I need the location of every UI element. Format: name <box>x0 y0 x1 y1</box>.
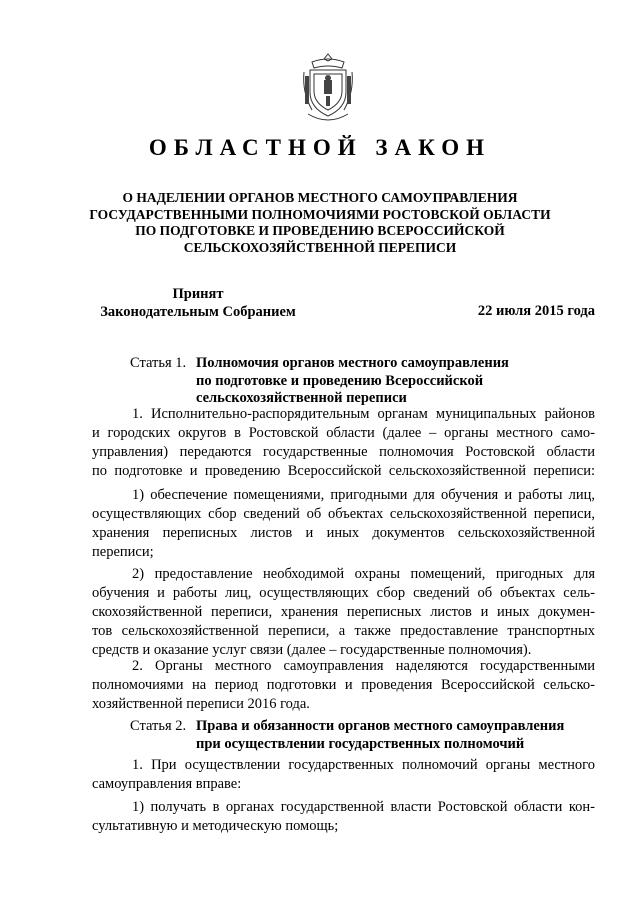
adopted-line: Принят <box>172 286 224 302</box>
article-label: Статья 2. <box>130 718 187 734</box>
paragraph-line: самоуправления вправе: <box>92 776 242 792</box>
paragraph <box>92 405 595 481</box>
paragraph-line: обучения и работы лиц, осуществляющих сбор сведений об объектах сель- <box>92 585 595 601</box>
document-subtitle <box>60 190 580 256</box>
paragraph-line: скохозяйственной переписи, хранения переписных листов и иных докумен- <box>92 604 595 620</box>
paragraph-line: сультативную и методическую помощь; <box>92 818 339 834</box>
document-title: ОБЛАСТНОЙ ЗАКОН <box>148 135 492 160</box>
adopted-date: 22 июля 2015 года <box>477 303 595 319</box>
article-title-line: по подготовке и проведению Всероссийской <box>196 372 484 389</box>
subtitle-line: О НАДЕЛЕНИИ ОРГАНОВ МЕСТНОГО САМОУПРАВЛЕНИЯ <box>122 190 518 205</box>
paragraph-line: хранения переписных листов и иных документов сельскохозяйственной <box>92 525 595 541</box>
article-title-line: при осуществлении государственных полномочий <box>196 735 525 752</box>
paragraph-line: по подготовке и проведению Всероссийской сельскохозяйственной переписи: <box>92 463 595 479</box>
paragraph-line: 1. Исполнительно-распорядительным органам муниципальных районов <box>132 406 595 422</box>
paragraph-line: полномочиями на период подготовки и проведения Всероссийской сельско- <box>92 677 595 693</box>
coat-of-arms-icon <box>300 52 356 124</box>
subtitle-line: ПО ПОДГОТОВКЕ И ПРОВЕДЕНИЮ ВСЕРОССИЙСКОЙ <box>135 223 505 238</box>
article-title <box>196 718 564 753</box>
adopted-line: Законодательным Собранием <box>100 304 296 320</box>
paragraph <box>92 565 595 660</box>
paragraph-line: 2) предоставление необходимой охраны помещений, пригодных для <box>132 566 595 582</box>
article-title <box>196 355 509 408</box>
article-label: Статья 1. <box>130 355 187 371</box>
paragraph-line: осуществляющих сбор сведений об объектах сельскохозяйственной переписи, <box>92 506 595 522</box>
paragraph-line: средств и оказание услуг связи (далее – государственные полномочия). <box>92 642 532 658</box>
paragraph-line: 1) обеспечение помещениями, пригодными для обучения и работы лиц, <box>132 487 595 503</box>
paragraph-line: хозяйственной переписи 2016 года. <box>92 696 310 712</box>
paragraph-line: 1) получать в органах государственной власти Ростовской области кон- <box>132 799 595 815</box>
subtitle-line: СЕЛЬСКОХОЗЯЙСТВЕННОЙ ПЕРЕПИСИ <box>183 239 457 255</box>
article-title-line: Права и обязанности органов местного самоуправления <box>196 718 565 734</box>
paragraph <box>92 756 595 794</box>
paragraph <box>92 798 595 836</box>
article-title-line: Полномочия органов местного самоуправления <box>196 355 509 371</box>
article-title-line: сельскохозяйственной переписи <box>196 390 407 406</box>
paragraph-line: переписи; <box>92 544 154 560</box>
paragraph-line: 2. Органы местного самоуправления наделяются государственными <box>132 658 595 674</box>
subtitle-line: ГОСУДАРСТВЕННЫМИ ПОЛНОМОЧИЯМИ РОСТОВСКОЙ ОБЛАСТИ <box>89 206 551 222</box>
paragraph-line: управления) передаются государственные полномочия Ростовской области <box>92 444 595 460</box>
adopted-by <box>92 285 304 321</box>
paragraph <box>92 486 595 562</box>
paragraph-line: тов сельскохозяйственной переписи, а также предоставление транспортных <box>92 623 595 639</box>
paragraph-line: и городских округов в Ростовской области (далее – органы местного само- <box>92 425 595 441</box>
paragraph-line: 1. При осуществлении государственных полномочий органы местного <box>132 757 595 773</box>
paragraph <box>92 657 595 714</box>
